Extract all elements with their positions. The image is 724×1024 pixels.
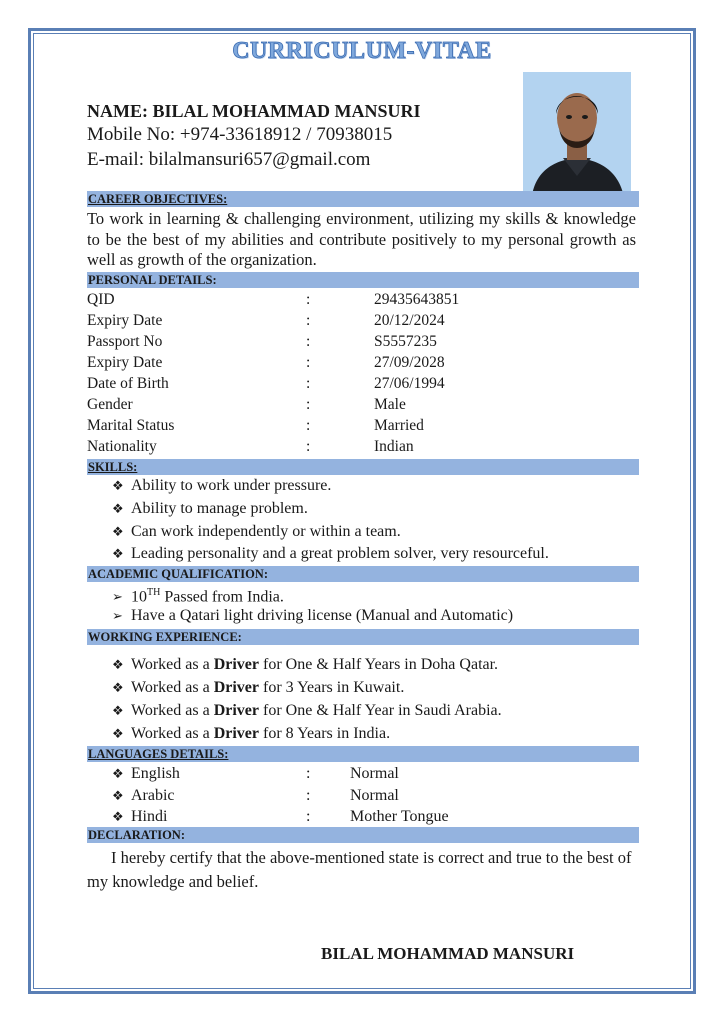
declaration-text: I hereby certify that the above-mentioned state is correct and true to the best of my knowledge and belief.	[87, 848, 632, 891]
experience-heading: WORKING EXPERIENCE:	[87, 629, 639, 645]
skill-item: ❖ Can work independently or within a team.	[112, 521, 401, 543]
signature-name: BILAL MOHAMMAD MANSURI	[321, 944, 575, 963]
diamond-bullet-icon: ❖	[112, 501, 124, 516]
academic-item: ➢ 10TH Passed from India.	[112, 582, 284, 608]
diamond-bullet-icon: ❖	[112, 809, 124, 824]
experience-item: ❖ Worked as a Driver for 3 Years in Kuwait.	[112, 677, 404, 699]
experience-item: ❖ Worked as a Driver for One & Half Year in Saudi Arabia.	[112, 700, 502, 722]
email-address: E-mail: bilalmansuri657@gmail.com	[87, 149, 371, 170]
skill-item: ❖ Leading personality and a great problem solver, very resourceful.	[112, 543, 549, 565]
diamond-bullet-icon: ❖	[112, 703, 124, 718]
diamond-bullet-icon: ❖	[112, 788, 124, 803]
skill-item: ❖ Ability to work under pressure.	[112, 475, 331, 497]
academic-heading: ACADEMIC QUALIFICATION:	[87, 566, 639, 582]
arrow-bullet-icon: ➢	[112, 589, 123, 605]
personal-details-heading: PERSONAL DETAILS:	[87, 272, 639, 288]
document-title: CURRICULUM-VITAE	[232, 38, 492, 64]
languages-heading: LANGUAGES DETAILS:	[87, 746, 639, 762]
profile-photo-image	[523, 72, 631, 203]
skills-heading: SKILLS:	[87, 459, 639, 475]
diamond-bullet-icon: ❖	[112, 546, 124, 561]
academic-item: ➢ Have a Qatari light driving license (Manual and Automatic)	[112, 605, 513, 627]
skill-item: ❖ Ability to manage problem.	[112, 498, 308, 520]
diamond-bullet-icon: ❖	[112, 524, 124, 539]
experience-item: ❖ Worked as a Driver for One & Half Years in Doha Qatar.	[112, 654, 498, 676]
diamond-bullet-icon: ❖	[112, 680, 124, 695]
candidate-name: NAME: BILAL MOHAMMAD MANSURI	[87, 101, 421, 121]
diamond-bullet-icon: ❖	[112, 726, 124, 741]
diamond-bullet-icon: ❖	[112, 766, 124, 781]
mobile-number: Mobile No: +974-33618912 / 70938015	[87, 124, 393, 145]
diamond-bullet-icon: ❖	[112, 657, 124, 672]
career-objectives-text: To work in learning & challenging environment, utilizing my skills & knowledge to be the best of my abilities and contribute positively to my personal growth as well as growth of the organization.	[87, 209, 636, 269]
declaration-heading: DECLARATION:	[87, 827, 639, 843]
diamond-bullet-icon: ❖	[112, 478, 124, 493]
arrow-bullet-icon: ➢	[112, 608, 123, 623]
experience-item: ❖ Worked as a Driver for 8 Years in India.	[112, 723, 390, 745]
profile-photo	[523, 72, 631, 203]
career-objectives-heading: CAREER OBJECTIVES:	[87, 191, 639, 207]
